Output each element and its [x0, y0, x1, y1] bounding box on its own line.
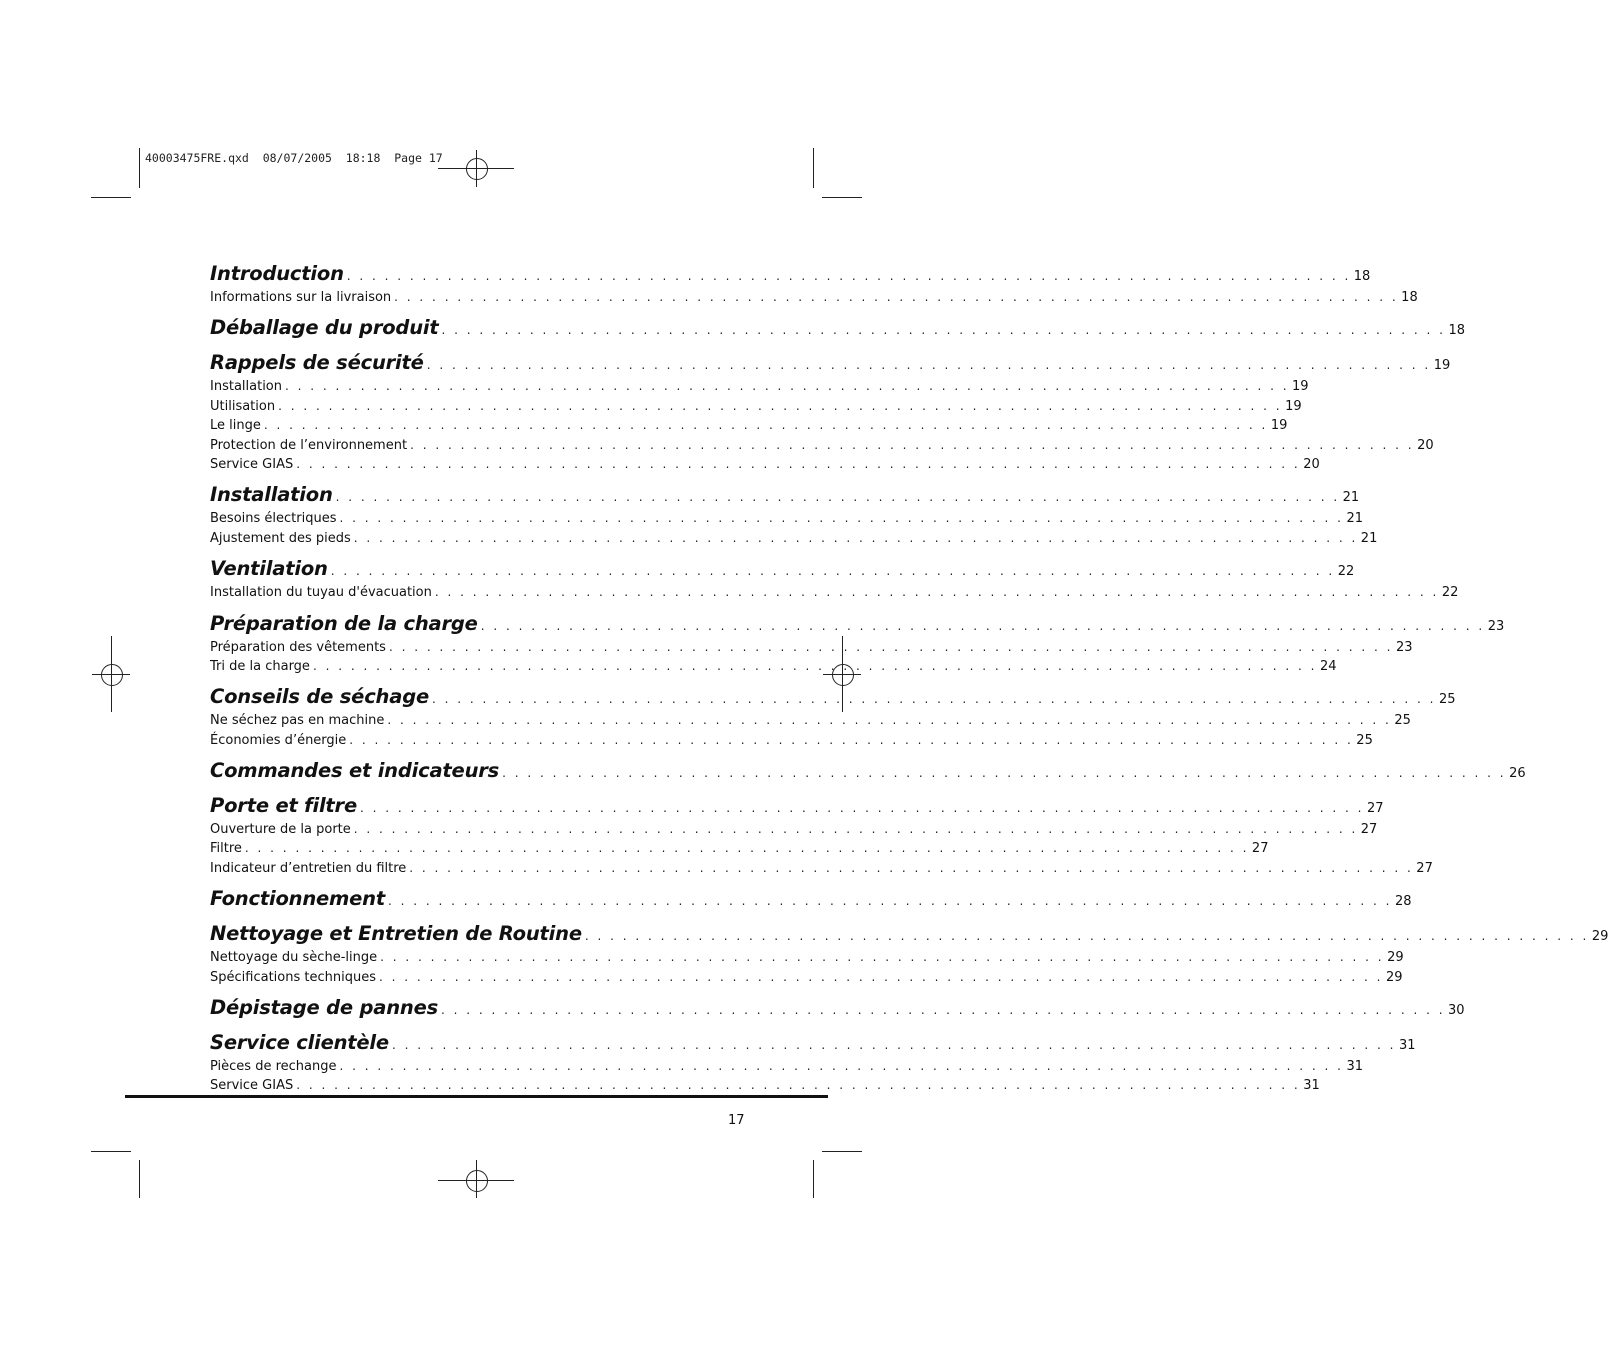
toc-subsection — [210, 732, 1373, 752]
dot-leader: . . . . . . . . . . . . . . . . . . . . . . . . . . . . . . . . . . . . . . . . . . . . . . . . . . . . . . . . . . . . . . . . . . . . . . . . . . . . . . . . — [296, 456, 1301, 471]
dot-leader: . . . . . . . . . . . . . . . . . . . . . . . . . . . . . . . . . . . . . . . . . . . . . . . . . . . . . . . . . . . . . . . . . . . . . . . . . . . . . . . . — [441, 323, 1446, 338]
toc-entry-title: Installation — [210, 483, 333, 507]
toc-section — [210, 262, 1371, 290]
dot-leader: . . . . . . . . . . . . . . . . . . . . . . . . . . . . . . . . . . . . . . . . . . . . . . . . . . . . . . . . . . . . . . . . . . . . . . . . . . . . . . . . — [335, 490, 1340, 505]
toc-subsection — [210, 860, 1433, 880]
toc-entry-page: 21 — [1360, 530, 1378, 546]
toc-section — [210, 557, 1355, 585]
toc-entry-page: 23 — [1395, 639, 1413, 655]
toc-section — [210, 996, 1465, 1024]
dot-leader: . . . . . . . . . . . . . . . . . . . . . . . . . . . . . . . . . . . . . . . . . . . . . . . . . . . . . . . . . . . . . . . . . . . . . . . . . . . . . . . . — [349, 732, 1354, 747]
toc-subsection — [210, 1059, 1364, 1078]
toc-entry-page: 31 — [1303, 1078, 1320, 1094]
dot-leader: . . . . . . . . . . . . . . . . . . . . . . . . . . . . . . . . . . . . . . . . . . . . . . . . . . . . . . . . . . . . . . . . . . . . . . . . . . . . . . . . — [391, 1038, 1396, 1053]
toc-entry-page: 19 — [1292, 379, 1309, 395]
dot-leader: . . . . . . . . . . . . . . . . . . . . . . . . . . . . . . . . . . . . . . . . . . . . . . . . . . . . . . . . . . . . . . . . . . . . . . . . . . . . . . . . — [480, 618, 1485, 633]
crop-mark-bottom-left-v — [139, 1160, 140, 1198]
toc-entry-page: 19 — [1433, 358, 1451, 374]
toc-subsection — [210, 950, 1404, 969]
toc-entry-title: Dépistage de pannes — [210, 996, 439, 1020]
print-slug: 40003475FRE.qxd 08/07/2005 18:18 Page 17 — [145, 151, 443, 165]
toc-entry-page: 25 — [1394, 713, 1411, 729]
toc-entry-page: 22 — [1441, 585, 1459, 601]
toc-entry-title: Service GIAS — [210, 1078, 294, 1094]
toc-section — [210, 759, 1526, 787]
toc-entry-page: 19 — [1270, 418, 1288, 434]
toc-entry-page: 31 — [1346, 1059, 1364, 1075]
crop-mark-top-right-h — [822, 197, 862, 198]
toc-subsection — [210, 713, 1411, 732]
toc-entry-title: Commandes et indicateurs — [210, 759, 500, 783]
toc-entry-title: Service GIAS — [210, 456, 294, 472]
toc-entry-page: 25 — [1356, 732, 1373, 748]
toc-section — [210, 483, 1360, 511]
toc-subsection — [210, 530, 1378, 550]
toc-entry-title: Le linge — [210, 418, 261, 434]
toc-entry-page: 19 — [1285, 398, 1302, 414]
toc-entry-title: Informations sur la livraison — [210, 290, 392, 305]
dot-leader: . . . . . . . . . . . . . . . . . . . . . . . . . . . . . . . . . . . . . . . . . . . . . . . . . . . . . . . . . . . . . . . . . . . . . . . . . . . . . . . . — [431, 692, 1436, 707]
dot-leader: . . . . . . . . . . . . . . . . . . . . . . . . . . . . . . . . . . . . . . . . . . . . . . . . . . . . . . . . . . . . . . . . . . . . . . . . . . . . . . . . — [380, 950, 1385, 965]
toc-entry-title: Rappels de sécurité — [210, 351, 424, 375]
toc-entry-title: Besoins électriques — [210, 511, 337, 527]
table-of-contents — [210, 262, 1608, 1098]
toc-entry-title: Ajustement des pieds — [210, 530, 351, 546]
toc-subsection — [210, 841, 1269, 860]
toc-section — [210, 316, 1466, 344]
dot-leader: . . . . . . . . . . . . . . . . . . . . . . . . . . . . . . . . . . . . . . . . . . . . . . . . . . . . . . . . . . . . . . . . . . . . . . . . . . . . . . . . — [346, 269, 1351, 283]
toc-entry-page: 27 — [1416, 860, 1433, 876]
dot-leader: . . . . . . . . . . . . . . . . . . . . . . . . . . . . . . . . . . . . . . . . . . . . . . . . . . . . . . . . . . . . . . . . . . . . . . . . . . . . . . . . — [278, 398, 1283, 413]
dot-leader: . . . . . . . . . . . . . . . . . . . . . . . . . . . . . . . . . . . . . . . . . . . . . . . . . . . . . . . . . . . . . . . . . . . . . . . . . . . . . . . . — [434, 585, 1439, 600]
toc-entry-title: Pièces de rechange — [210, 1059, 337, 1075]
toc-section — [210, 611, 1505, 640]
toc-entry-page: 18 — [1401, 290, 1418, 305]
toc-subsection — [210, 585, 1459, 604]
dot-leader: . . . . . . . . . . . . . . . . . . . . . . . . . . . . . . . . . . . . . . . . . . . . . . . . . . . . . . . . . . . . . . . . . . . . . . . . . . . . . . . . — [353, 822, 1358, 837]
registration-left-circle-icon — [101, 664, 123, 686]
dot-leader: . . . . . . . . . . . . . . . . . . . . . . . . . . . . . . . . . . . . . . . . . . . . . . . . . . . . . . . . . . . . . . . . . . . . . . . . . . . . . . . . — [388, 894, 1392, 909]
toc-entry-title: Préparation de la charge — [210, 611, 478, 635]
toc-entry-page: 21 — [1346, 511, 1364, 527]
dot-leader: . . . . . . . . . . . . . . . . . . . . . . . . . . . . . . . . . . . . . . . . . . . . . . . . . . . . . . . . . . . . . . . . . . . . . . . . . . . . . . . . — [584, 929, 1589, 944]
toc-subsection — [210, 658, 1337, 678]
toc-entry-page: 21 — [1342, 490, 1360, 506]
toc-entry-page: 18 — [1448, 323, 1466, 339]
crop-mark-top-left-h — [91, 197, 131, 198]
toc-subsection — [210, 379, 1309, 398]
toc-entry-title: Fonctionnement — [210, 887, 385, 911]
toc-subsection — [210, 418, 1288, 437]
toc-entry-page: 25 — [1438, 692, 1456, 708]
dot-leader: . . . . . . . . . . . . . . . . . . . . . . . . . . . . . . . . . . . . . . . . . . . . . . . . . . . . . . . . . . . . . . . . . . . . . . . . . . . . . . . . — [339, 1059, 1344, 1074]
toc-entry-title: Installation du tuyau d'évacuation — [210, 585, 432, 601]
dot-leader: . . . . . . . . . . . . . . . . . . . . . . . . . . . . . . . . . . . . . . . . . . . . . . . . . . . . . . . . . . . . . . . . . . . . . . . . . . . . . . . . — [339, 511, 1344, 526]
toc-entry-page: 27 — [1251, 841, 1269, 857]
dot-leader: . . . . . . . . . . . . . . . . . . . . . . . . . . . . . . . . . . . . . . . . . . . . . . . . . . . . . . . . . . . . . . . . . . . . . . . . . . . . . . . . — [441, 1003, 1446, 1018]
dot-leader: . . . . . . . . . . . . . . . . . . . . . . . . . . . . . . . . . . . . . . . . . . . . . . . . . . . . . . . . . . . . . . . . . . . . . . . . . . . . . . . . — [360, 801, 1364, 816]
toc-entry-title: Introduction — [210, 262, 344, 285]
crop-mark-bottom-left-h — [91, 1151, 131, 1152]
dot-leader: . . . . . . . . . . . . . . . . . . . . . . . . . . . . . . . . . . . . . . . . . . . . . . . . . . . . . . . . . . . . . . . . . . . . . . . . . . . . . . . . — [410, 437, 1415, 452]
toc-entry-page: 29 — [1591, 929, 1608, 945]
toc-entry-page: 29 — [1385, 969, 1403, 985]
toc-subsection — [210, 969, 1403, 989]
toc-entry-title: Ouverture de la porte — [210, 822, 351, 838]
dot-leader: . . . . . . . . . . . . . . . . . . . . . . . . . . . . . . . . . . . . . . . . . . . . . . . . . . . . . . . . . . . . . . . . . . . . . . . . . . . . . . . . — [330, 564, 1335, 579]
toc-subsection — [210, 511, 1364, 530]
page-number: 17 — [728, 1113, 745, 1128]
dot-leader: . . . . . . . . . . . . . . . . . . . . . . . . . . . . . . . . . . . . . . . . . . . . . . . . . . . . . . . . . . . . . . . . . . . . . . . . . . . . . . . . — [263, 418, 1268, 433]
dot-leader: . . . . . . . . . . . . . . . . . . . . . . . . . . . . . . . . . . . . . . . . . . . . . . . . . . . . . . . . . . . . . . . . . . . . . . . . . . . . . . . . — [387, 713, 1392, 728]
toc-section — [210, 685, 1456, 713]
toc-section — [210, 922, 1608, 950]
registration-bottom-circle-icon — [466, 1170, 488, 1192]
toc-subsection — [210, 639, 1413, 659]
crop-mark-top-right-v — [813, 148, 814, 188]
toc-entry-title: Indicateur d’entretien du filtre — [210, 860, 407, 876]
toc-entry-page: 30 — [1448, 1003, 1465, 1019]
toc-entry-title: Ne séchez pas en machine — [210, 713, 385, 729]
toc-entry-title: Utilisation — [210, 398, 276, 414]
toc-entry-page: 22 — [1337, 564, 1355, 580]
toc-entry-title: Nettoyage et Entretien de Routine — [210, 922, 582, 946]
toc-entry-page: 20 — [1303, 456, 1320, 472]
toc-entry-page: 29 — [1387, 950, 1404, 966]
toc-entry-title: Filtre — [210, 841, 242, 857]
toc-entry-title: Conseils de séchage — [210, 685, 429, 709]
toc-entry-title: Ventilation — [210, 557, 328, 581]
toc-entry-title: Porte et filtre — [210, 794, 357, 818]
toc-entry-page: 31 — [1398, 1038, 1416, 1054]
dot-leader: . . . . . . . . . . . . . . . . . . . . . . . . . . . . . . . . . . . . . . . . . . . . . . . . . . . . . . . . . . . . . . . . . . . . . . . . . . . . . . . . — [409, 860, 1414, 875]
dot-leader: . . . . . . . . . . . . . . . . . . . . . . . . . . . . . . . . . . . . . . . . . . . . . . . . . . . . . . . . . . . . . . . . . . . . . . . . . . . . . . . . — [502, 766, 1507, 781]
toc-entry-page: 26 — [1509, 766, 1526, 782]
toc-entry-title: Économies d’énergie — [210, 732, 347, 748]
toc-entry-title: Installation — [210, 379, 283, 395]
toc-entry-page: 18 — [1353, 269, 1371, 284]
toc-subsection — [210, 822, 1378, 841]
toc-subsection — [210, 290, 1418, 309]
footer-rule — [125, 1095, 828, 1098]
toc-entry-page: 27 — [1360, 822, 1378, 838]
toc-entry-title: Protection de l’environnement — [210, 437, 408, 453]
toc-subsection — [210, 437, 1434, 457]
registration-top-circle-icon — [466, 158, 488, 180]
dot-leader: . . . . . . . . . . . . . . . . . . . . . . . . . . . . . . . . . . . . . . . . . . . . . . . . . . . . . . . . . . . . . . . . . . . . . . . . . . . . . . . . — [426, 358, 1431, 373]
toc-entry-title: Spécifications techniques — [210, 969, 376, 985]
toc-entry-title: Nettoyage du sèche-linge — [210, 950, 378, 966]
dot-leader: . . . . . . . . . . . . . . . . . . . . . . . . . . . . . . . . . . . . . . . . . . . . . . . . . . . . . . . . . . . . . . . . . . . . . . . . . . . . . . . . — [378, 969, 1383, 984]
toc-section — [210, 794, 1384, 822]
toc-section — [210, 351, 1451, 379]
dot-leader: . . . . . . . . . . . . . . . . . . . . . . . . . . . . . . . . . . . . . . . . . . . . . . . . . . . . . . . . . . . . . . . . . . . . . . . . . . . . . . . . — [244, 841, 1249, 856]
toc-entry-title: Service clientèle — [210, 1031, 389, 1055]
dot-leader: . . . . . . . . . . . . . . . . . . . . . . . . . . . . . . . . . . . . . . . . . . . . . . . . . . . . . . . . . . . . . . . . . . . . . . . . . . . . . . . . — [285, 379, 1290, 394]
toc-subsection — [210, 456, 1320, 476]
toc-entry-title: Déballage du produit — [210, 316, 439, 340]
crop-mark-bottom-right-h — [822, 1151, 862, 1152]
dot-leader: . . . . . . . . . . . . . . . . . . . . . . . . . . . . . . . . . . . . . . . . . . . . . . . . . . . . . . . . . . . . . . . . . . . . . . . . . . . . . . . . — [388, 639, 1393, 654]
dot-leader: . . . . . . . . . . . . . . . . . . . . . . . . . . . . . . . . . . . . . . . . . . . . . . . . . . . . . . . . . . . . . . . . . . . . . . . . . . . . . . . . — [394, 290, 1399, 304]
toc-entry-page: 27 — [1367, 801, 1384, 817]
toc-entry-title: Préparation des vêtements — [210, 639, 386, 655]
dot-leader: . . . . . . . . . . . . . . . . . . . . . . . . . . . . . . . . . . . . . . . . . . . . . . . . . . . . . . . . . . . . . . . . . . . . . . . . . . . . . . . . — [353, 530, 1358, 545]
crop-mark-top-left-v — [139, 148, 140, 188]
toc-entry-title: Tri de la charge — [210, 658, 310, 674]
crop-mark-bottom-right-v — [813, 1160, 814, 1198]
toc-entry-page: 24 — [1319, 658, 1337, 674]
toc-entry-page: 28 — [1395, 894, 1412, 910]
dot-leader: . . . . . . . . . . . . . . . . . . . . . . . . . . . . . . . . . . . . . . . . . . . . . . . . . . . . . . . . . . . . . . . . . . . . . . . . . . . . . . . . — [296, 1078, 1301, 1093]
dot-leader: . . . . . . . . . . . . . . . . . . . . . . . . . . . . . . . . . . . . . . . . . . . . . . . . . . . . . . . . . . . . . . . . . . . . . . . . . . . . . . . . — [312, 658, 1317, 673]
toc-section — [210, 1031, 1416, 1059]
toc-section — [210, 887, 1412, 915]
toc-subsection — [210, 398, 1302, 418]
toc-entry-page: 20 — [1417, 437, 1434, 453]
toc-entry-page: 23 — [1487, 618, 1505, 634]
